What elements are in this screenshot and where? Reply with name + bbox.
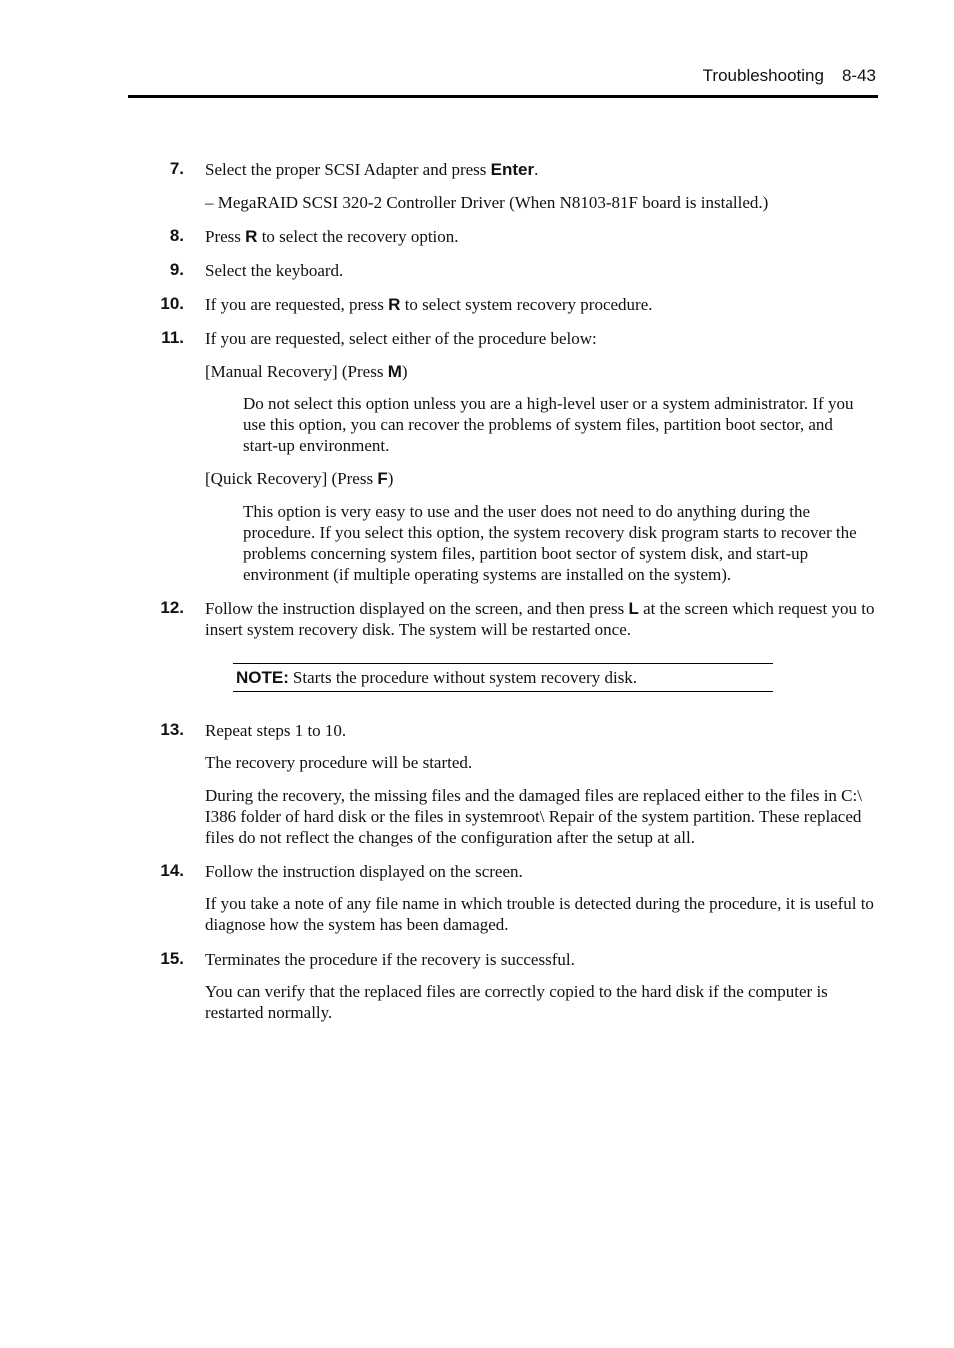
step-number: 7. [169, 159, 184, 178]
step-15-text: Terminates the procedure if the recovery is successful. [205, 950, 575, 969]
key-enter: Enter [490, 160, 535, 179]
step-15-p1: You can verify that the replaced files are correctly copied to the hard disk if the computer is restarted normally. [205, 982, 828, 1022]
step-number: 11. [161, 328, 184, 347]
step-12-text [205, 598, 877, 640]
key-r: R [245, 227, 258, 246]
step-9-text: Select the keyboard. [205, 261, 344, 280]
quick-post: ) [387, 469, 394, 488]
key-f: F [377, 469, 388, 488]
step-13-p1: The recovery procedure will be started. [205, 753, 473, 772]
key-l: L [628, 599, 639, 618]
step-number: 9. [169, 260, 184, 279]
step-14-text: Follow the instruction displayed on the screen. [205, 862, 523, 881]
step-10-text [205, 294, 877, 315]
step-7-text [205, 159, 877, 180]
manual-recovery-label [205, 361, 877, 382]
manual-post: ) [401, 362, 408, 381]
step-7-post: . [534, 160, 539, 179]
step-13-text: Repeat steps 1 to 10. [205, 721, 347, 740]
step-12-pre: Follow the instruction displayed on the screen, and then press [205, 599, 629, 618]
step-number: 10. [160, 294, 184, 313]
manual-pre: [Manual Recovery] (Press [205, 362, 388, 381]
manual-recovery-desc: Do not select this option unless you are a high-level user or a system administrator. If you use this option, you can recover the problems of system files, partition boot sector, and start-up environment. [243, 394, 854, 455]
step-10-post: to select system recovery procedure. [400, 295, 653, 314]
page-header [128, 62, 878, 98]
step-7-pre: Select the proper SCSI Adapter and press [205, 160, 491, 179]
section-title: Troubleshooting [702, 66, 824, 85]
note-box [233, 663, 773, 692]
page-number: 8-43 [841, 66, 876, 85]
header-text [703, 66, 876, 86]
key-r: R [388, 295, 401, 314]
note-label: NOTE: [236, 668, 289, 687]
key-m: M [387, 362, 402, 381]
step-number: 8. [169, 226, 184, 245]
step-8-post: to select the recovery option. [257, 227, 459, 246]
step-number: 14. [160, 861, 184, 880]
header-rule [128, 95, 878, 98]
quick-recovery-label [205, 468, 877, 489]
step-13-p2: During the recovery, the missing files and the damaged files are replaced either to the files in C:\ I386 folder of hard disk or the files in systemroot\ Repair of the system partition. These replaced files do not reflect the changes of the configuration after the setup at all. [205, 786, 862, 847]
step-8-pre: Press [205, 227, 246, 246]
step-number: 13. [160, 720, 184, 739]
step-10-pre: If you are requested, press [205, 295, 389, 314]
step-14-p1: If you take a note of any file name in which trouble is detected during the procedure, it is useful to diagnose how the system has been damaged. [205, 894, 874, 934]
quick-pre: [Quick Recovery] (Press [205, 469, 378, 488]
step-8-text [205, 226, 877, 247]
step-number: 12. [160, 598, 184, 617]
step-7-sub: – MegaRAID SCSI 320-2 Controller Driver (When N8103-81F board is installed.) [205, 193, 769, 212]
quick-recovery-desc: This option is very easy to use and the user does not need to do anything during the procedure. If you select this option, the system recovery disk program starts to recover the problems concerning system files, partition boot sector of system disk, and start-up environment (if multiple operating systems are installed on the system). [243, 502, 857, 584]
step-12-post: at the screen which request you to insert system recovery disk. The system will be restarted once. [205, 599, 875, 639]
note-text: Starts the procedure without system recovery disk. [292, 668, 638, 687]
step-11-text: If you are requested, select either of the procedure below: [205, 329, 597, 348]
step-number: 15. [160, 949, 184, 968]
